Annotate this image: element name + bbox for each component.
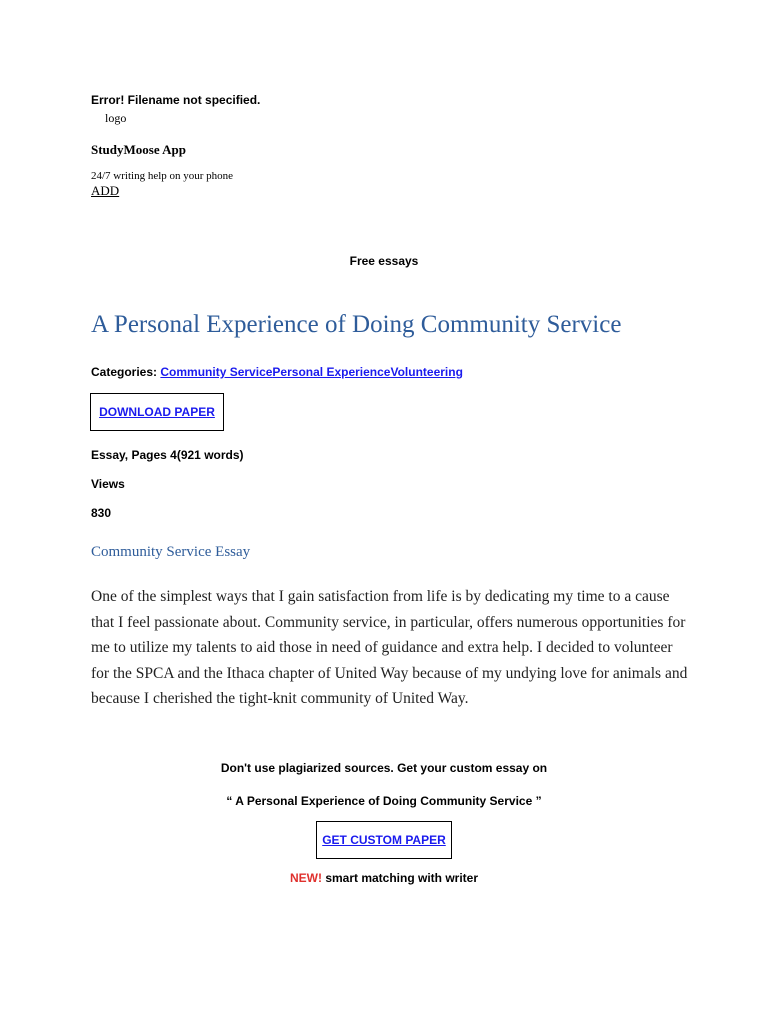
add-app-link[interactable]: ADD [91, 183, 120, 198]
section-label: Free essays [349, 254, 419, 268]
page-title: A Personal Experience of Doing Community Service [91, 311, 622, 338]
logo-alt-text: logo [105, 111, 127, 125]
cta-essay-title: “ A Personal Experience of Doing Community Service ” [226, 794, 542, 808]
categories-label: Categories: [91, 365, 158, 379]
views-count: 830 [91, 506, 112, 520]
app-tagline: 24/7 writing help on your phone [91, 170, 234, 182]
category-link-personal-experience[interactable]: Personal Experience [272, 365, 391, 379]
app-name: StudyMoose App [91, 142, 186, 157]
essay-info: Essay, Pages 4(921 words) [91, 448, 244, 462]
get-custom-paper-link[interactable]: GET CUSTOM PAPER [322, 833, 446, 847]
download-paper-link[interactable]: DOWNLOAD PAPER [99, 405, 215, 419]
category-link-volunteering[interactable]: Volunteering [390, 365, 463, 379]
cta-text: Don't use plagiarized sources. Get your custom essay on [220, 761, 548, 775]
error-message: Error! Filename not specified. [91, 93, 261, 107]
views-label: Views [91, 477, 125, 491]
category-link-community-service[interactable]: Community Service [160, 365, 273, 379]
categories-row [91, 365, 463, 379]
new-feature-line [0, 871, 768, 885]
new-badge: NEW! [289, 871, 322, 885]
download-paper-button[interactable] [90, 393, 224, 431]
get-custom-paper-button[interactable] [316, 821, 452, 859]
essay-body: One of the simplest ways that I gain satisfaction from life is by dedicating my time to a cause that I feel passionate about. Community service, in particular, offers numerous opportunities for me to utilize my talents to aid those in need of guidance and extra help. I decided to volunteer for the SPCA and the Ithaca chapter of United Way because of my undying love for animals and because I cherished the tight-knit community of United Way. [91, 588, 688, 707]
section-heading: Community Service Essay [91, 544, 251, 560]
new-feature-text: smart matching with writer [325, 871, 479, 885]
